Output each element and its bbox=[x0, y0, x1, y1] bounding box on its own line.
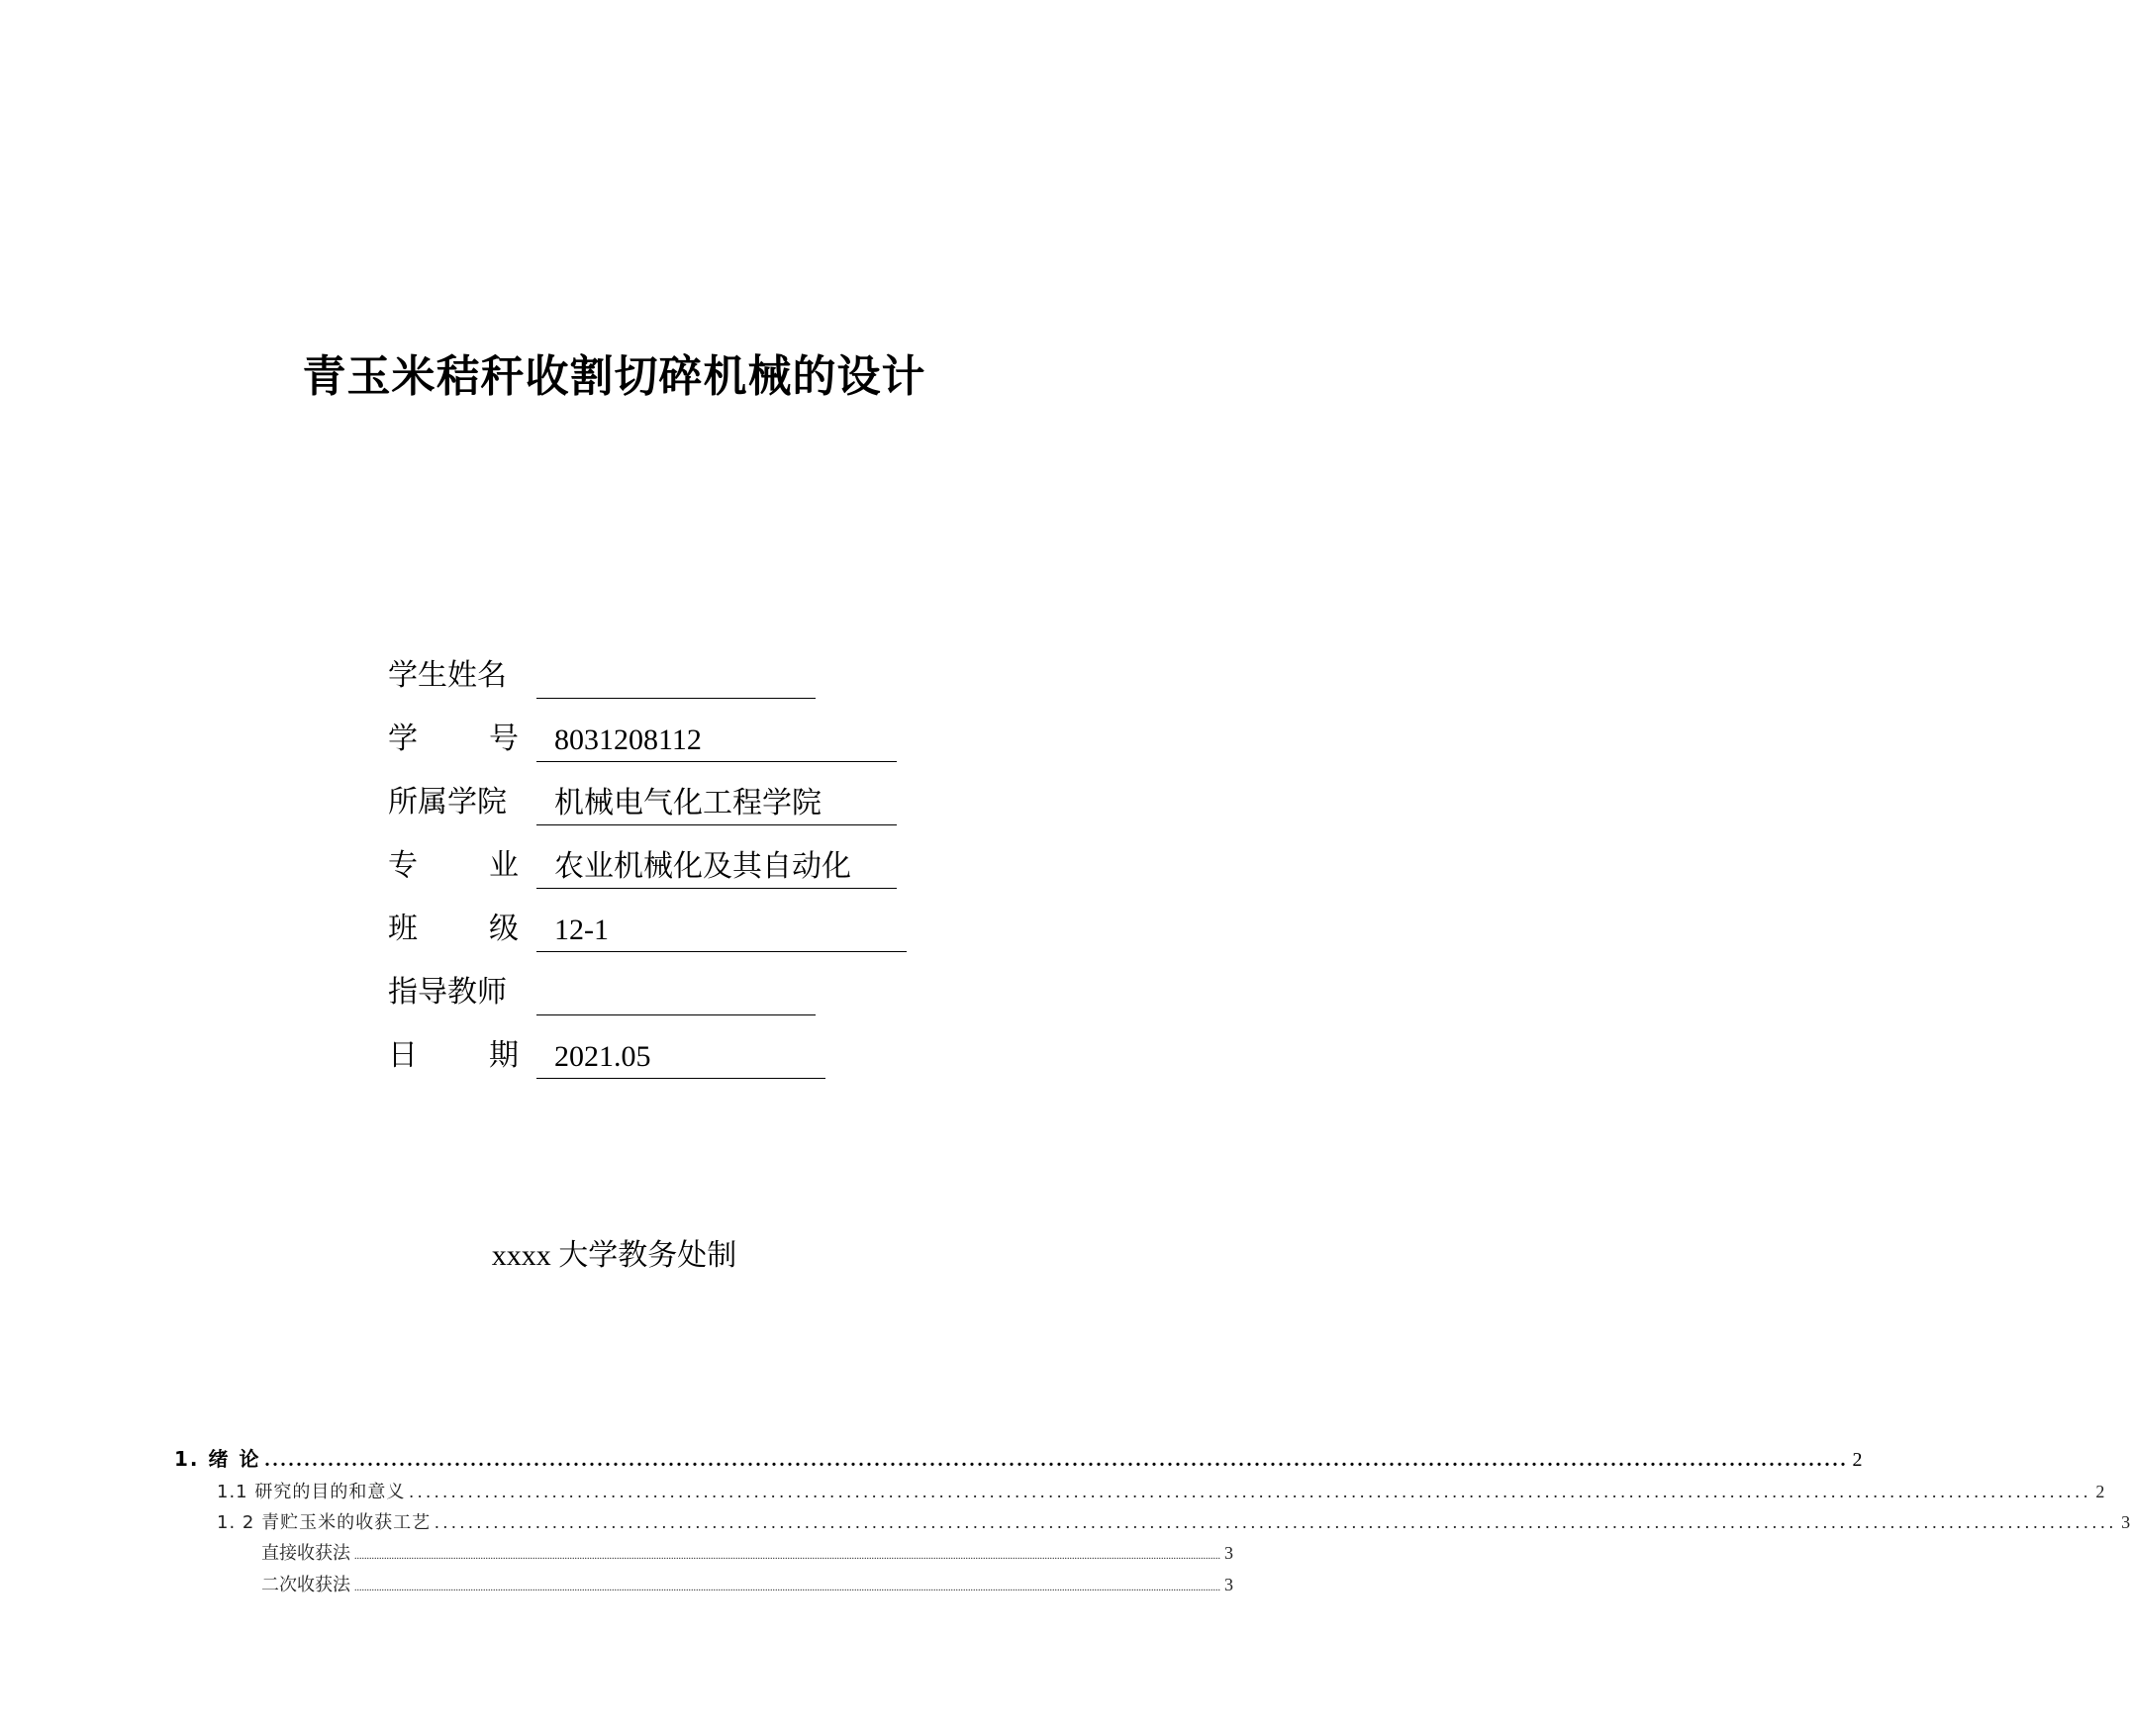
field-value: 机械电气化工程学院 bbox=[554, 787, 822, 820]
toc-entry[interactable] bbox=[174, 1443, 1863, 1472]
field-label: 专业 bbox=[388, 848, 519, 883]
class-field bbox=[536, 908, 907, 952]
toc-entry[interactable] bbox=[217, 1478, 2105, 1503]
field-label: 日期 bbox=[388, 1038, 519, 1073]
field-value: 农业机械化及其自动化 bbox=[554, 850, 851, 883]
issuer-line: xxxx 大学教务处制 bbox=[491, 1239, 737, 1272]
field-label: 班级 bbox=[388, 912, 519, 946]
toc-entry[interactable] bbox=[261, 1539, 1233, 1565]
toc-entry-label: 1. 绪 论 bbox=[174, 1447, 261, 1471]
toc-leader-dots: ........................................................................................................................................................................................................ bbox=[409, 1482, 2092, 1501]
toc-page-number: 2 bbox=[2095, 1482, 2105, 1501]
field-label: 学号 bbox=[388, 722, 519, 756]
student-id-field bbox=[536, 718, 897, 762]
toc-page-number: 3 bbox=[1224, 1543, 1233, 1563]
toc-page-number: 3 bbox=[1224, 1575, 1233, 1594]
student-name-field bbox=[536, 654, 816, 699]
toc-entry-label: 1.1 研究的目的和意义 bbox=[217, 1482, 406, 1502]
toc-page-number: 2 bbox=[1852, 1449, 1863, 1471]
toc-entry-label: 二次收获法 bbox=[261, 1575, 350, 1595]
major-field bbox=[536, 844, 897, 889]
toc-leader-dots: ........................................................................................................................................................................................................ bbox=[264, 1449, 1849, 1471]
field-label: 所属学院 bbox=[388, 785, 507, 820]
toc-leader-dots: .............................................................................................................................................................................................................................................................................................................................................................. bbox=[354, 1583, 1220, 1593]
thesis-title: 青玉米秸秆收割切碎机械的设计 bbox=[302, 351, 926, 402]
toc-entry-label: 1. 2 青贮玉米的收获工艺 bbox=[217, 1512, 432, 1533]
advisor-field bbox=[536, 971, 816, 1015]
toc-leader-dots: .............................................................................................................................................................................................................................................................................................................................................................. bbox=[354, 1551, 1220, 1562]
toc-page-number: 3 bbox=[2121, 1512, 2130, 1532]
toc-entry-label: 直接收获法 bbox=[261, 1543, 350, 1564]
field-value: 12-1 bbox=[554, 914, 609, 946]
field-value: 8031208112 bbox=[554, 723, 702, 756]
field-value: 2021.05 bbox=[554, 1040, 651, 1073]
toc-entry[interactable] bbox=[261, 1571, 1233, 1596]
college-field bbox=[536, 781, 897, 825]
field-label: 指导教师 bbox=[388, 975, 507, 1010]
toc-entry[interactable] bbox=[217, 1508, 2130, 1534]
field-label: 学生姓名 bbox=[388, 658, 507, 693]
date-field bbox=[536, 1034, 825, 1079]
toc-leader-dots: ........................................................................................................................................................................................................ bbox=[435, 1512, 2118, 1532]
